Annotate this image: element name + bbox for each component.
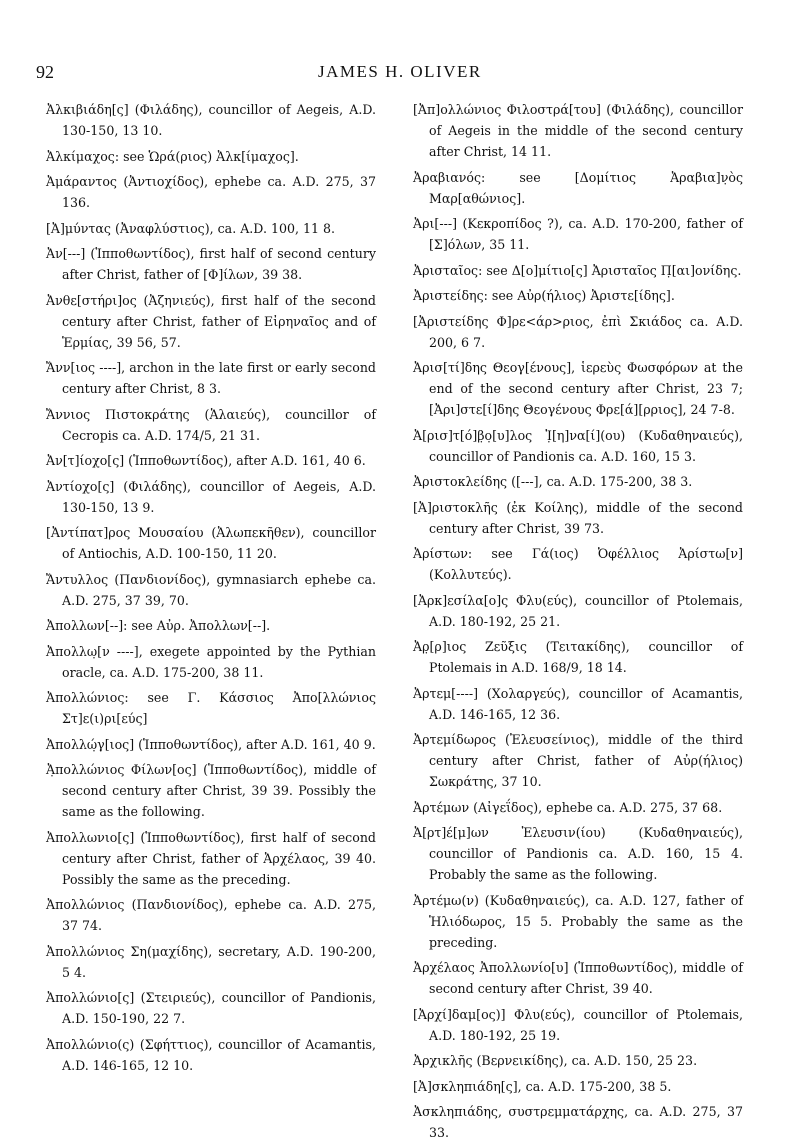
index-entry: Ἀσκληπιάδης, συστρεμματάρχης, ca. A.D. 275, 37 33. — [413, 1104, 743, 1140]
index-entry: Ἀν[---] (Ἱπποθωντίδος), first half of second century after Christ, father of [Φ]ίλων, 39 38. — [46, 246, 376, 282]
index-entry: Ἀπολλώ̣γ[ιος] (Ἱπποθωντίδος), after A.D. 161, 40 9. — [46, 736, 376, 752]
index-entry: Ἀρτεμ[----] (Χολαργεύς), councillor of Acamantis, A.D. 146-165, 12 36. — [413, 685, 743, 722]
index-entry: Ἀπολλω̣[ν ----], exegete appointed by the Pythian oracle, ca. A.D. 175-200, 38 11. — [46, 643, 376, 680]
index-entry: Ἀριστείδης: see Αὐρ(ήλιος) Ἀριστε[ίδης]. — [413, 288, 675, 303]
index-entry: Ἀρισ[τί]δης Θεογ[ένους], ἱερεὺς Φωσφόρων at the end of the second century after Christ, 23 7; [Ἀρι]στε[ί]δης Θεογένους Φρε[ά][ρριος], 24 7-8. — [413, 360, 743, 417]
index-entry: Ἀρισταῖος: see Δ[ο]μίτιο[ς] Ἀρισταῖος Π̣[αι]ονίδης. — [413, 262, 742, 278]
index-entry: Ἀρτεμίδωρος (Ἐλευσείνιος), middle of the third century after Christ, father of Αὐρ(ήλιος) Σωκράτης, 37 10. — [413, 732, 743, 789]
index-entry: [Ἀπ]ολλώνιος Φιλοστρά[του] (Φιλάδης), councillor of Aegeis in the middle of the second century after Christ, 14 11. — [413, 102, 743, 159]
index-entry: [Ἀρχί]δαμ[ος)] Φλυ(εύς), councillor of Ptolemais, A.D. 180-192, 25 19. — [413, 1006, 743, 1043]
index-entry: Ἀ[ρισ]τ[ό]β̣ο̣[υ]λος Ἰ̣[η]να[ί](ου) (Κυδαθηναιεύς), councillor of Pandionis ca. A.D. 160, 15 3. — [413, 427, 743, 464]
index-entry: Ἀντίοχο[ς] (Φιλάδης), councillor of Aegeis, A.D. 130-150, 13 9. — [46, 478, 376, 515]
index-entry: Ἀρ̣[ρ]ιος Ζεῦξις (Τειτακίδης), councillor of Ptolemais in A.D. 168/9, 18 14. — [413, 639, 743, 675]
index-entry: [Ἀ]μύντας (Ἀναφλύστιος), ca. A.D. 100, 11 8. — [46, 220, 336, 236]
index-entry: Ἀριστοκλείδης ([---], ca. A.D. 175-200, 38 3. — [413, 474, 693, 489]
index-entry: Ἀπολλωνιο[ς] (Ἱπποθωντίδος), first half of second century after Christ, father of Ἀρχέλαος, 39 40. Possibly the same as the preceding. — [46, 829, 376, 887]
index-entry: Ἀρτέμων (Αἰγεΐδος), ephebe ca. A.D. 275, 37 68. — [413, 799, 723, 815]
index-entry: Ἀ̣πολλώνιος Φίλων[ος] (Ἱπποθωντίδος), middle of second century after Christ, 39 39. Possibly the same as the following. — [46, 762, 376, 819]
page-number: 92 — [36, 62, 54, 82]
left-column — [46, 99, 376, 1080]
index-entry: Ἀπολλώνιο[ς] (Στειριεύς), councillor of Pandionis, A.D. 150-190, 22 7. — [46, 990, 376, 1026]
right-column — [413, 99, 743, 1148]
index-entry: Ἀρτέμω(ν) (Κυδαθηναιεύς), ca. A.D. 127, father of Ἡλιόδωρος, 15 5. Probably the same as the preceding. — [413, 892, 743, 950]
index-entry: [Ἀ]σκληπιάδη[ς], ca. A.D. 175-200, 38 5. — [413, 1078, 672, 1094]
index-entry: Ἀλκίμαχος: see Ὡρά(ριος) Ἀλκ[ίμαχος]. — [46, 148, 299, 164]
index-entry: Ἀ[ρτ]έ[μ]ων Ἐλευσιν(ίου) (Κυδαθηναιεύς), councillor of Pandionis ca. A.D. 160, 15 4. Probably the same as the following. — [413, 825, 743, 882]
index-entry: [Ἀρκ]εσίλα[ο]ς Φλυ(εύς), councillor of Ptolemais, A.D. 180-192, 25 21. — [413, 592, 743, 629]
index-entry: Ἄντυλλος (Πανδιονίδος), gymnasiarch ephebe ca. A.D. 275, 37 39, 70. — [46, 571, 376, 608]
index-entry: Ἀπολλων[--]: see Αὐρ. Ἀπολλων[--]. — [46, 618, 271, 633]
index-entry: Ἄνν[ιος ----], archon in the late first or early second century after Christ, 8 3. — [46, 360, 376, 396]
index-entry: Ἀρχέλαος Ἀπολλωνίο[υ] (Ἱπποθωντίδος), middle of second century after Christ, 39 40. — [413, 960, 743, 996]
index-entry: [Ἀντίπατ]ρος Μουσαίου (Ἀλωπεκῆθεν), councillor of Antiochis, A.D. 100-150, 11 20. — [46, 525, 376, 561]
index-entry: [Ἀ]ριστοκλῆς (ἐκ Κοίλης), middle of the second century after Christ, 39 73. — [413, 499, 743, 536]
running-head: JAMES H. OLIVER — [318, 62, 482, 81]
index-entry: Ἀπολλώνιος: see Γ. Κάσσιος Ἀπο[λλώνιος Στ]ε(ι)ρι[εύς] — [46, 690, 376, 726]
index-entry: [Ἀριστείδης Φ]ρε<άρ>ριος, ἐπὶ Σκιάδος ca. A.D. 200, 6 7. — [413, 313, 743, 350]
index-entry: Ἀρι[---] (Κεκροπίδος ?), ca. A.D. 170-200, father of [Σ]όλων, 35 11. — [413, 216, 743, 252]
index-entry: Ἀν[τ]ίοχο[ς] (Ἱπποθωντίδος), after A.D. 161, 40 6. — [46, 453, 366, 468]
index-entry: Ἀπολλώνιος Ση(μαχίδης), secretary, A.D. 190-200, 5 4. — [46, 943, 376, 980]
index-entry: Ἀραβιανός: see [Δομίτιος Ἀραβια]ν̣ὸς Μαρ[αθώνιος]. — [413, 169, 743, 206]
index-entry: Ἀπολλώνιο(ς) (Σφήττιος), councillor of Acamantis, A.D. 146-165, 12 10. — [46, 1036, 376, 1073]
index-entry: Ἀνθε[στήρι]ος (Ἀζηνιεύς), first half of the second century after Christ, father of Εἰρηναῖος and of Ἑρμίας, 39 56, 57. — [46, 292, 376, 350]
index-entry: Ἀρχικλῆς (Βερνεικίδης), ca. A.D. 150, 25 23. — [413, 1053, 698, 1068]
index-entry: Ἀρίστων: see Γά(ιος) Ὀφέλλιος Ἀρίστω[ν] (Κολλυτεύς). — [413, 546, 743, 582]
index-entry: Ἀλκιβιάδη[ς] (Φιλάδης), councillor of Aegeis, A.D. 130-150, 13 10. — [46, 102, 376, 138]
index-entry: Ἀμάραντος (Ἀντιοχίδος), ephebe ca. A.D. 275, 37 136. — [46, 174, 376, 210]
index-entry: Ἀπολλώνιος (Πανδιονίδος), ephebe ca. A.D. 275, 37 74. — [46, 897, 376, 933]
index-entry: Ἄννιος Πιστοκράτης (Ἁλαιεύς), councillor of Cecropis ca. A.D. 174/5, 21 31. — [46, 406, 376, 443]
